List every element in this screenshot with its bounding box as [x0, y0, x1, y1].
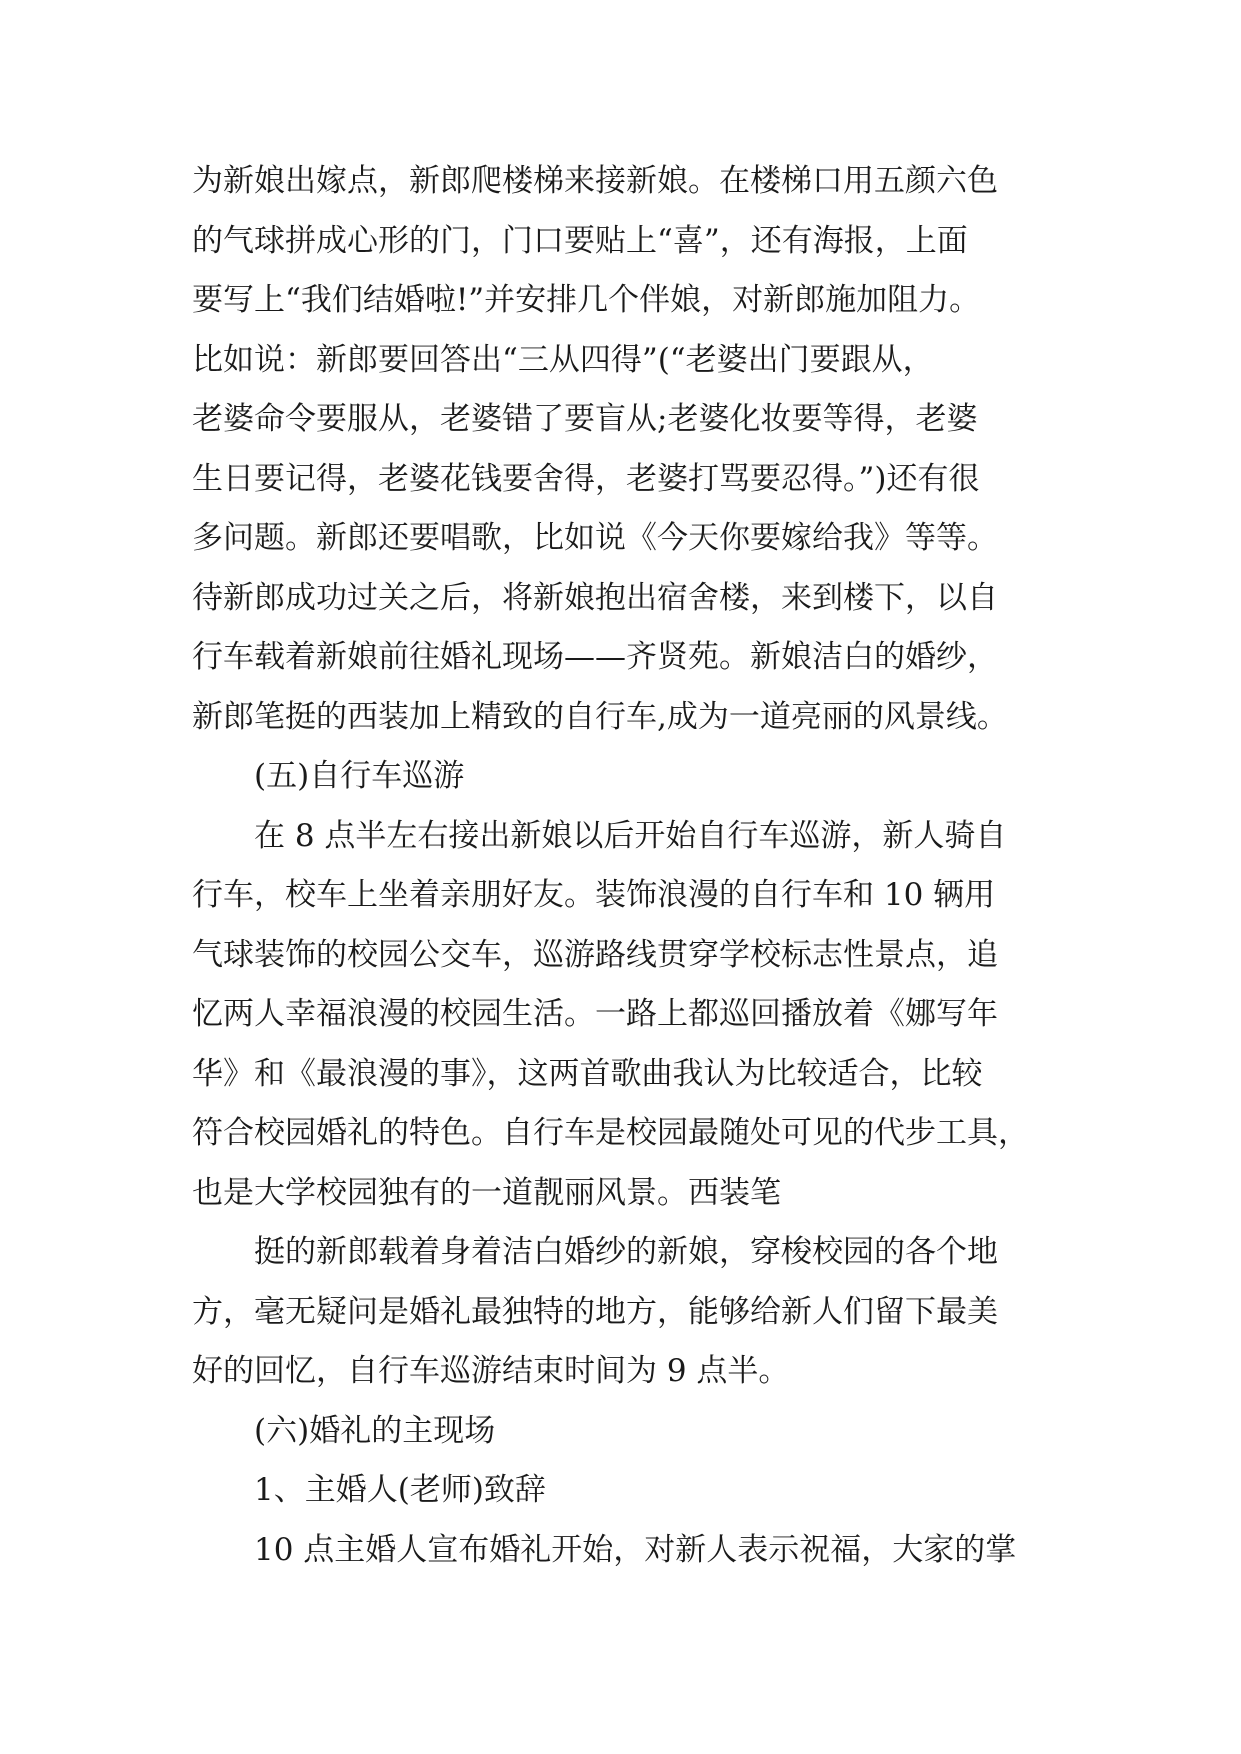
- paragraph-start: 挺的新郎载着身着洁白婚纱的新娘，穿梭校园的各个地: [254, 1234, 998, 1270]
- text-line: 气球装饰的校园公交车，巡游路线贯穿学校标志性景点，追: [192, 936, 998, 973]
- text-line: 符合校园婚礼的特色。自行车是校园最随处可见的代步工具，: [192, 1115, 1029, 1151]
- subsection-heading-1: 1、主婚人(老师)致辞: [254, 1472, 546, 1508]
- paragraph-start: 10 点主婚人宣布婚礼开始，对新人表示祝福，大家的掌: [254, 1531, 1017, 1568]
- text-line: 为新娘出嫁点，新郎爬楼梯来接新娘。在楼梯口用五颜六色: [192, 163, 998, 199]
- text-line: 行车载着新娘前往婚礼现场——齐贤苑。新娘洁白的婚纱，: [192, 639, 998, 675]
- text-line: 生日要记得，老婆花钱要舍得，老婆打骂要忍得。”)还有很: [192, 460, 980, 497]
- text-line: 好的回忆，自行车巡游结束时间为 9 点半。: [192, 1353, 790, 1389]
- text-line: 的气球拼成心形的门，门口要贴上“喜”，还有海报，上面: [192, 222, 968, 259]
- text-line: 华》和《最浪漫的事》，这两首歌曲我认为比较适合，比较: [192, 1055, 983, 1092]
- text-line: 忆两人幸福浪漫的校园生活。一路上都巡回播放着《娜写年: [192, 996, 998, 1032]
- text-line: 行车，校车上坐着亲朋好友。装饰浪漫的自行车和 10 辆用: [192, 877, 996, 913]
- text-line: 要写上“我们结婚啦!”并安排几个伴娘，对新郎施加阻力。: [192, 282, 981, 318]
- paragraph-start: 在 8 点半左右接出新娘以后开始自行车巡游，新人骑自: [254, 817, 1007, 854]
- text-line: 待新郎成功过关之后，将新娘抱出宿舍楼，来到楼下，以自: [192, 579, 998, 616]
- section-heading-5: (五)自行车巡游: [254, 758, 465, 794]
- text-line: 多问题。新郎还要唱歌，比如说《今天你要嫁给我》等等。: [192, 520, 998, 556]
- text-line: 比如说：新郎要回答出“三从四得”(“老婆出门要跟从，: [192, 341, 934, 378]
- text-line: 老婆命令要服从，老婆错了要盲从;老婆化妆要等得，老婆: [192, 401, 978, 437]
- section-heading-6: (六)婚礼的主现场: [254, 1412, 496, 1449]
- text-line: 也是大学校园独有的一道靓丽风景。西装笔: [192, 1174, 781, 1211]
- document-body: [192, 152, 1052, 1580]
- text-line: 方，毫无疑问是婚礼最独特的地方，能够给新人们留下最美: [192, 1293, 998, 1330]
- text-line: 新郎笔挺的西装加上精致的自行车,成为一道亮丽的风景线。: [192, 698, 1008, 735]
